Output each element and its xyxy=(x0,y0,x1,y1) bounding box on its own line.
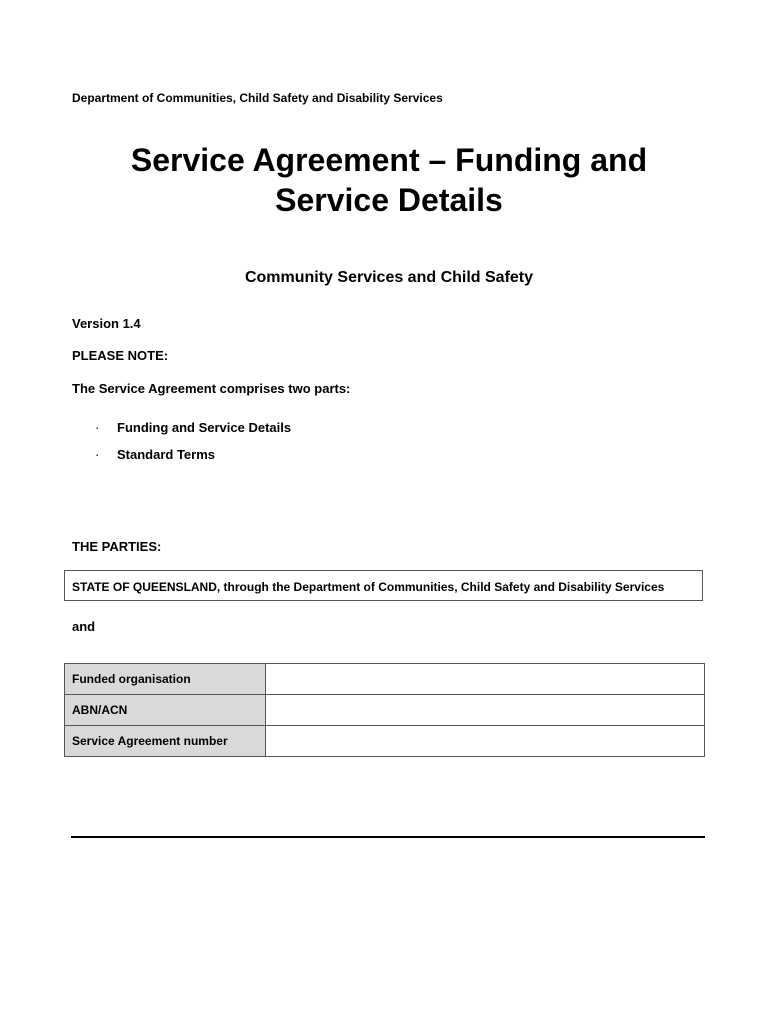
version-label: Version 1.4 xyxy=(72,316,141,331)
funded-organisation-field[interactable] xyxy=(266,664,705,695)
list-item xyxy=(95,447,215,462)
state-party-text: STATE OF QUEENSLAND, through the Department of Communities, Child Safety and Disability Services xyxy=(72,580,665,594)
table-row xyxy=(65,695,705,726)
department-header: Department of Communities, Child Safety and Disability Services xyxy=(72,91,443,105)
document-title-line-1: Service Agreement – Funding and xyxy=(130,142,648,178)
list-item xyxy=(95,420,291,435)
comprises-text: The Service Agreement comprises two parts: xyxy=(72,381,351,396)
organisation-details-table xyxy=(64,663,705,757)
state-party-box xyxy=(64,570,703,601)
bullet-icon: · xyxy=(95,420,100,435)
funded-organisation-label: Funded organisation xyxy=(65,664,266,695)
please-note-label: PLEASE NOTE: xyxy=(72,348,169,363)
abn-acn-label: ABN/ACN xyxy=(65,695,266,726)
parties-heading: THE PARTIES: xyxy=(72,539,162,554)
bottom-divider xyxy=(71,836,705,838)
document-subtitle: Community Services and Child Safety xyxy=(244,269,534,286)
table-row xyxy=(65,726,705,757)
and-text: and xyxy=(72,619,96,634)
service-agreement-number-field[interactable] xyxy=(266,726,705,757)
bullet-icon: · xyxy=(95,447,100,462)
document-title-line-2: Service Details xyxy=(275,182,503,218)
part-label-standard-terms: Standard Terms xyxy=(117,447,216,462)
abn-acn-field[interactable] xyxy=(266,695,705,726)
service-agreement-number-label: Service Agreement number xyxy=(65,726,266,757)
table-row xyxy=(65,664,705,695)
part-label-funding: Funding and Service Details xyxy=(117,420,292,435)
document-title xyxy=(60,140,718,220)
